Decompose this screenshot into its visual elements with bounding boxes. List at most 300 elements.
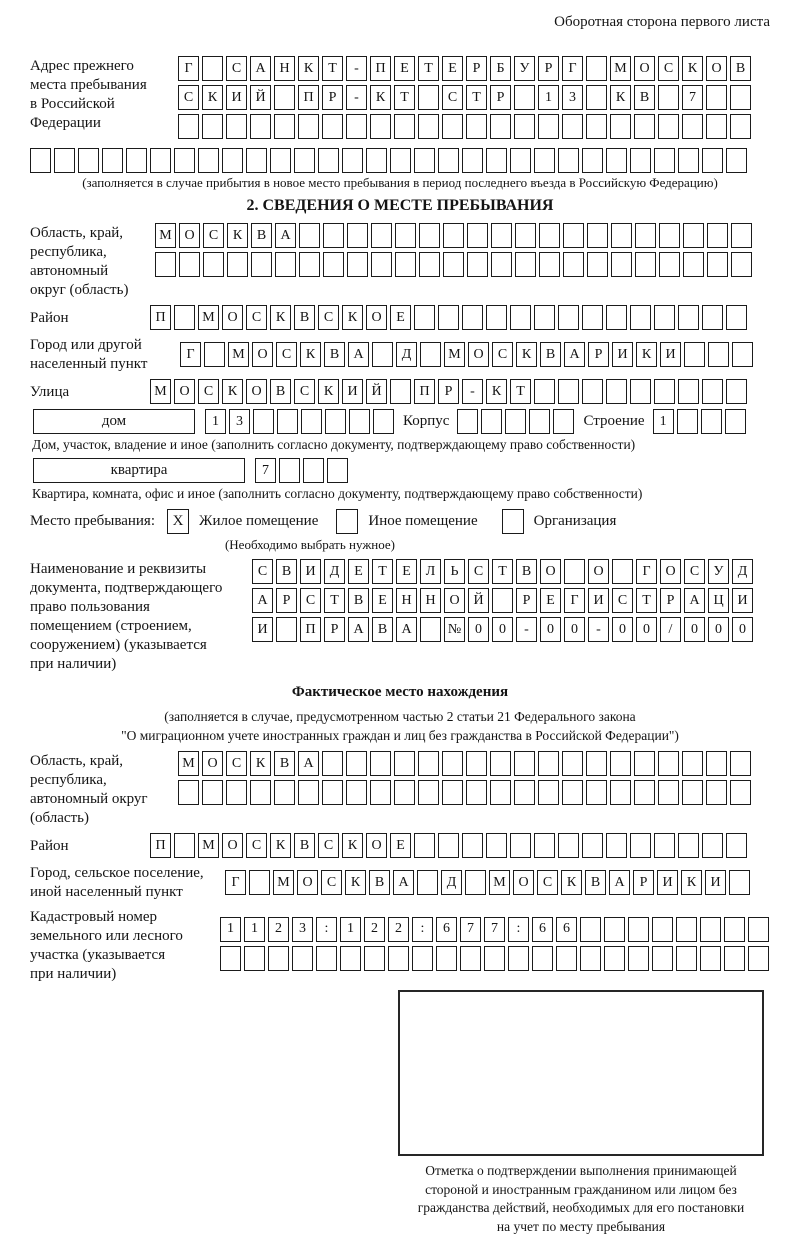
char-cell[interactable] xyxy=(534,833,555,858)
char-cell[interactable] xyxy=(683,223,704,248)
char-cell[interactable]: : xyxy=(508,917,529,942)
char-cell[interactable] xyxy=(610,114,631,139)
char-cell[interactable]: Е xyxy=(372,588,393,613)
char-cell[interactable] xyxy=(438,148,459,173)
char-cell[interactable] xyxy=(226,780,247,805)
char-cell[interactable] xyxy=(611,252,632,277)
char-cell[interactable] xyxy=(514,85,535,110)
char-cell[interactable] xyxy=(292,946,313,971)
char-cell[interactable] xyxy=(274,780,295,805)
char-cell[interactable] xyxy=(582,379,603,404)
char-cell[interactable]: 0 xyxy=(492,617,513,642)
char-cell[interactable] xyxy=(340,946,361,971)
char-cell[interactable] xyxy=(683,252,704,277)
char-cell[interactable] xyxy=(610,751,631,776)
char-cell[interactable] xyxy=(676,946,697,971)
char-cell[interactable] xyxy=(586,56,607,81)
char-cell[interactable]: 1 xyxy=(220,917,241,942)
char-cell[interactable] xyxy=(490,780,511,805)
char-cell[interactable]: 3 xyxy=(562,85,583,110)
char-cell[interactable] xyxy=(347,223,368,248)
char-cell[interactable] xyxy=(654,379,675,404)
char-cell[interactable] xyxy=(394,751,415,776)
char-cell[interactable] xyxy=(414,833,435,858)
char-cell[interactable]: С xyxy=(321,870,342,895)
char-cell[interactable] xyxy=(701,409,722,434)
char-cell[interactable]: Р xyxy=(324,617,345,642)
char-cell[interactable] xyxy=(538,114,559,139)
char-cell[interactable] xyxy=(586,780,607,805)
char-cell[interactable] xyxy=(54,148,75,173)
char-cell[interactable]: 1 xyxy=(653,409,674,434)
char-cell[interactable]: К xyxy=(298,56,319,81)
char-cell[interactable] xyxy=(586,114,607,139)
char-cell[interactable] xyxy=(505,409,526,434)
char-cell[interactable] xyxy=(724,946,745,971)
char-cell[interactable]: В xyxy=(585,870,606,895)
other-premises-checkbox[interactable] xyxy=(336,509,358,534)
char-cell[interactable] xyxy=(606,379,627,404)
char-cell[interactable] xyxy=(491,223,512,248)
char-cell[interactable] xyxy=(508,946,529,971)
char-cell[interactable] xyxy=(486,148,507,173)
char-cell[interactable] xyxy=(438,833,459,858)
char-cell[interactable]: - xyxy=(588,617,609,642)
char-cell[interactable]: 0 xyxy=(564,617,585,642)
char-cell[interactable] xyxy=(346,780,367,805)
char-cell[interactable]: Г xyxy=(178,56,199,81)
char-cell[interactable] xyxy=(395,223,416,248)
char-cell[interactable]: В xyxy=(634,85,655,110)
char-cell[interactable] xyxy=(466,114,487,139)
char-cell[interactable]: 0 xyxy=(636,617,657,642)
char-cell[interactable]: О xyxy=(513,870,534,895)
char-cell[interactable]: О xyxy=(468,342,489,367)
char-cell[interactable] xyxy=(630,833,651,858)
char-cell[interactable] xyxy=(322,751,343,776)
char-cell[interactable] xyxy=(684,342,705,367)
char-cell[interactable] xyxy=(299,223,320,248)
char-cell[interactable] xyxy=(220,946,241,971)
char-cell[interactable]: - xyxy=(346,56,367,81)
char-cell[interactable]: Т xyxy=(372,559,393,584)
char-cell[interactable]: С xyxy=(492,342,513,367)
char-cell[interactable]: Е xyxy=(390,833,411,858)
char-cell[interactable]: Р xyxy=(322,85,343,110)
char-cell[interactable] xyxy=(371,223,392,248)
char-cell[interactable]: Р xyxy=(466,56,487,81)
char-cell[interactable] xyxy=(604,917,625,942)
char-cell[interactable] xyxy=(438,305,459,330)
char-cell[interactable] xyxy=(301,409,322,434)
char-cell[interactable]: 2 xyxy=(364,917,385,942)
char-cell[interactable] xyxy=(580,917,601,942)
char-cell[interactable] xyxy=(390,379,411,404)
char-cell[interactable]: О xyxy=(660,559,681,584)
char-cell[interactable]: 3 xyxy=(229,409,250,434)
char-cell[interactable]: И xyxy=(300,559,321,584)
char-cell[interactable]: М xyxy=(178,751,199,776)
char-cell[interactable] xyxy=(562,751,583,776)
char-cell[interactable]: О xyxy=(252,342,273,367)
char-cell[interactable]: / xyxy=(660,617,681,642)
char-cell[interactable] xyxy=(178,780,199,805)
char-cell[interactable] xyxy=(460,946,481,971)
char-cell[interactable]: 0 xyxy=(708,617,729,642)
char-cell[interactable]: П xyxy=(370,56,391,81)
char-cell[interactable] xyxy=(275,252,296,277)
char-cell[interactable]: О xyxy=(297,870,318,895)
char-cell[interactable]: О xyxy=(246,379,267,404)
char-cell[interactable] xyxy=(325,409,346,434)
organization-checkbox[interactable] xyxy=(502,509,524,534)
char-cell[interactable] xyxy=(726,148,747,173)
char-cell[interactable] xyxy=(174,833,195,858)
char-cell[interactable] xyxy=(659,252,680,277)
char-cell[interactable]: О xyxy=(706,56,727,81)
char-cell[interactable] xyxy=(682,751,703,776)
char-cell[interactable]: К xyxy=(345,870,366,895)
char-cell[interactable] xyxy=(323,223,344,248)
char-cell[interactable] xyxy=(731,252,752,277)
char-cell[interactable] xyxy=(418,114,439,139)
char-cell[interactable]: 7 xyxy=(255,458,276,483)
char-cell[interactable]: Т xyxy=(492,559,513,584)
char-cell[interactable] xyxy=(443,223,464,248)
char-cell[interactable] xyxy=(327,458,348,483)
char-cell[interactable]: К xyxy=(202,85,223,110)
char-cell[interactable] xyxy=(420,617,441,642)
char-cell[interactable] xyxy=(702,148,723,173)
char-cell[interactable]: С xyxy=(442,85,463,110)
char-cell[interactable]: 6 xyxy=(556,917,577,942)
char-cell[interactable] xyxy=(486,305,507,330)
char-cell[interactable] xyxy=(514,780,535,805)
char-cell[interactable]: К xyxy=(318,379,339,404)
char-cell[interactable] xyxy=(635,252,656,277)
char-cell[interactable] xyxy=(748,917,769,942)
char-cell[interactable] xyxy=(563,252,584,277)
char-cell[interactable] xyxy=(587,223,608,248)
char-cell[interactable] xyxy=(558,305,579,330)
char-cell[interactable]: С xyxy=(276,342,297,367)
char-cell[interactable]: О xyxy=(366,833,387,858)
char-cell[interactable] xyxy=(442,751,463,776)
char-cell[interactable] xyxy=(700,946,721,971)
char-cell[interactable] xyxy=(534,305,555,330)
char-cell[interactable]: № xyxy=(444,617,465,642)
char-cell[interactable] xyxy=(299,252,320,277)
char-cell[interactable] xyxy=(706,85,727,110)
char-cell[interactable]: Б xyxy=(490,56,511,81)
char-cell[interactable]: Р xyxy=(516,588,537,613)
char-cell[interactable] xyxy=(442,114,463,139)
char-cell[interactable]: Е xyxy=(394,56,415,81)
char-cell[interactable]: С xyxy=(612,588,633,613)
char-cell[interactable] xyxy=(654,148,675,173)
char-cell[interactable] xyxy=(395,252,416,277)
char-cell[interactable] xyxy=(731,223,752,248)
char-cell[interactable] xyxy=(610,780,631,805)
char-cell[interactable]: 7 xyxy=(460,917,481,942)
char-cell[interactable]: К xyxy=(636,342,657,367)
char-cell[interactable] xyxy=(580,946,601,971)
char-cell[interactable]: М xyxy=(228,342,249,367)
char-cell[interactable]: : xyxy=(412,917,433,942)
char-cell[interactable]: Й xyxy=(250,85,271,110)
char-cell[interactable]: В xyxy=(274,751,295,776)
char-cell[interactable]: - xyxy=(346,85,367,110)
char-cell[interactable]: В xyxy=(372,617,393,642)
char-cell[interactable] xyxy=(564,559,585,584)
char-cell[interactable] xyxy=(418,780,439,805)
char-cell[interactable] xyxy=(490,751,511,776)
char-cell[interactable] xyxy=(227,252,248,277)
char-cell[interactable]: Д xyxy=(396,342,417,367)
char-cell[interactable] xyxy=(481,409,502,434)
char-cell[interactable] xyxy=(342,148,363,173)
char-cell[interactable]: И xyxy=(732,588,753,613)
char-cell[interactable]: Т xyxy=(324,588,345,613)
char-cell[interactable]: Г xyxy=(225,870,246,895)
char-cell[interactable]: В xyxy=(294,305,315,330)
char-cell[interactable]: Н xyxy=(274,56,295,81)
char-cell[interactable] xyxy=(682,114,703,139)
char-cell[interactable] xyxy=(582,833,603,858)
char-cell[interactable] xyxy=(582,148,603,173)
char-cell[interactable] xyxy=(514,114,535,139)
char-cell[interactable]: К xyxy=(370,85,391,110)
char-cell[interactable] xyxy=(700,917,721,942)
char-cell[interactable]: В xyxy=(270,379,291,404)
char-cell[interactable] xyxy=(726,305,747,330)
char-cell[interactable]: 0 xyxy=(468,617,489,642)
char-cell[interactable]: 6 xyxy=(436,917,457,942)
char-cell[interactable]: Т xyxy=(636,588,657,613)
char-cell[interactable] xyxy=(419,223,440,248)
char-cell[interactable] xyxy=(436,946,457,971)
char-cell[interactable] xyxy=(250,114,271,139)
char-cell[interactable] xyxy=(388,946,409,971)
char-cell[interactable]: М xyxy=(150,379,171,404)
char-cell[interactable] xyxy=(274,85,295,110)
char-cell[interactable]: 2 xyxy=(268,917,289,942)
char-cell[interactable]: А xyxy=(348,617,369,642)
char-cell[interactable] xyxy=(612,559,633,584)
char-cell[interactable] xyxy=(630,305,651,330)
char-cell[interactable] xyxy=(562,780,583,805)
char-cell[interactable] xyxy=(390,148,411,173)
char-cell[interactable] xyxy=(347,252,368,277)
char-cell[interactable]: Г xyxy=(562,56,583,81)
char-cell[interactable] xyxy=(534,148,555,173)
char-cell[interactable]: С xyxy=(178,85,199,110)
char-cell[interactable]: В xyxy=(540,342,561,367)
char-cell[interactable] xyxy=(729,870,750,895)
char-cell[interactable]: И xyxy=(705,870,726,895)
char-cell[interactable] xyxy=(586,85,607,110)
char-cell[interactable] xyxy=(466,751,487,776)
char-cell[interactable]: И xyxy=(588,588,609,613)
char-cell[interactable] xyxy=(30,148,51,173)
char-cell[interactable] xyxy=(702,305,723,330)
char-cell[interactable]: 2 xyxy=(388,917,409,942)
char-cell[interactable] xyxy=(652,946,673,971)
char-cell[interactable]: К xyxy=(486,379,507,404)
char-cell[interactable] xyxy=(652,917,673,942)
char-cell[interactable]: С xyxy=(203,223,224,248)
char-cell[interactable] xyxy=(654,833,675,858)
char-cell[interactable] xyxy=(538,780,559,805)
char-cell[interactable]: М xyxy=(198,833,219,858)
char-cell[interactable]: К xyxy=(681,870,702,895)
char-cell[interactable] xyxy=(251,252,272,277)
char-cell[interactable]: А xyxy=(250,56,271,81)
char-cell[interactable]: К xyxy=(270,305,291,330)
char-cell[interactable] xyxy=(658,114,679,139)
char-cell[interactable] xyxy=(462,148,483,173)
char-cell[interactable] xyxy=(658,85,679,110)
char-cell[interactable]: С xyxy=(684,559,705,584)
char-cell[interactable]: Р xyxy=(538,56,559,81)
char-cell[interactable] xyxy=(558,379,579,404)
char-cell[interactable]: К xyxy=(516,342,537,367)
char-cell[interactable]: Т xyxy=(322,56,343,81)
char-cell[interactable] xyxy=(226,114,247,139)
char-cell[interactable] xyxy=(174,148,195,173)
char-cell[interactable] xyxy=(553,409,574,434)
char-cell[interactable]: Й xyxy=(468,588,489,613)
char-cell[interactable] xyxy=(414,148,435,173)
char-cell[interactable] xyxy=(366,148,387,173)
char-cell[interactable] xyxy=(635,223,656,248)
char-cell[interactable]: М xyxy=(610,56,631,81)
char-cell[interactable] xyxy=(294,148,315,173)
char-cell[interactable] xyxy=(678,305,699,330)
char-cell[interactable]: О xyxy=(174,379,195,404)
char-cell[interactable] xyxy=(702,379,723,404)
char-cell[interactable]: С xyxy=(252,559,273,584)
char-cell[interactable] xyxy=(249,870,270,895)
char-cell[interactable] xyxy=(587,252,608,277)
char-cell[interactable]: В xyxy=(516,559,537,584)
char-cell[interactable]: С xyxy=(246,833,267,858)
char-cell[interactable] xyxy=(586,751,607,776)
char-cell[interactable] xyxy=(611,223,632,248)
char-cell[interactable]: И xyxy=(612,342,633,367)
char-cell[interactable]: Н xyxy=(420,588,441,613)
char-cell[interactable] xyxy=(370,114,391,139)
char-cell[interactable]: У xyxy=(514,56,535,81)
char-cell[interactable]: Ь xyxy=(444,559,465,584)
char-cell[interactable] xyxy=(394,114,415,139)
char-cell[interactable]: 0 xyxy=(540,617,561,642)
char-cell[interactable] xyxy=(529,409,550,434)
char-cell[interactable]: Л xyxy=(420,559,441,584)
char-cell[interactable]: 0 xyxy=(684,617,705,642)
char-cell[interactable]: И xyxy=(252,617,273,642)
char-cell[interactable] xyxy=(372,342,393,367)
char-cell[interactable]: А xyxy=(684,588,705,613)
char-cell[interactable]: 7 xyxy=(682,85,703,110)
char-cell[interactable] xyxy=(730,85,751,110)
char-cell[interactable] xyxy=(371,252,392,277)
char-cell[interactable] xyxy=(277,409,298,434)
char-cell[interactable]: О xyxy=(366,305,387,330)
char-cell[interactable]: Р xyxy=(490,85,511,110)
char-cell[interactable] xyxy=(708,342,729,367)
char-cell[interactable] xyxy=(244,946,265,971)
char-cell[interactable] xyxy=(558,833,579,858)
char-cell[interactable] xyxy=(318,148,339,173)
char-cell[interactable] xyxy=(678,148,699,173)
char-cell[interactable] xyxy=(562,114,583,139)
char-cell[interactable] xyxy=(323,252,344,277)
char-cell[interactable]: А xyxy=(396,617,417,642)
char-cell[interactable] xyxy=(630,148,651,173)
char-cell[interactable] xyxy=(732,342,753,367)
char-cell[interactable] xyxy=(725,409,746,434)
char-cell[interactable] xyxy=(628,917,649,942)
char-cell[interactable] xyxy=(126,148,147,173)
char-cell[interactable]: К xyxy=(610,85,631,110)
char-cell[interactable] xyxy=(198,148,219,173)
char-cell[interactable]: 0 xyxy=(612,617,633,642)
char-cell[interactable]: 1 xyxy=(244,917,265,942)
char-cell[interactable]: Й xyxy=(366,379,387,404)
char-cell[interactable]: А xyxy=(275,223,296,248)
char-cell[interactable] xyxy=(654,305,675,330)
char-cell[interactable]: С xyxy=(198,379,219,404)
char-cell[interactable]: 1 xyxy=(538,85,559,110)
char-cell[interactable] xyxy=(349,409,370,434)
char-cell[interactable] xyxy=(373,409,394,434)
char-cell[interactable]: С xyxy=(468,559,489,584)
char-cell[interactable] xyxy=(726,379,747,404)
char-cell[interactable]: : xyxy=(316,917,337,942)
char-cell[interactable] xyxy=(417,870,438,895)
char-cell[interactable]: В xyxy=(324,342,345,367)
char-cell[interactable] xyxy=(634,780,655,805)
char-cell[interactable] xyxy=(659,223,680,248)
char-cell[interactable]: Г xyxy=(636,559,657,584)
char-cell[interactable] xyxy=(202,780,223,805)
char-cell[interactable] xyxy=(414,305,435,330)
char-cell[interactable] xyxy=(658,751,679,776)
char-cell[interactable]: М xyxy=(155,223,176,248)
char-cell[interactable]: А xyxy=(609,870,630,895)
char-cell[interactable] xyxy=(706,114,727,139)
char-cell[interactable] xyxy=(202,114,223,139)
char-cell[interactable] xyxy=(322,780,343,805)
char-cell[interactable]: В xyxy=(294,833,315,858)
char-cell[interactable]: Р xyxy=(588,342,609,367)
char-cell[interactable] xyxy=(730,751,751,776)
char-cell[interactable] xyxy=(630,379,651,404)
char-cell[interactable]: В xyxy=(369,870,390,895)
char-cell[interactable]: О xyxy=(588,559,609,584)
char-cell[interactable]: Р xyxy=(660,588,681,613)
char-cell[interactable] xyxy=(510,305,531,330)
char-cell[interactable] xyxy=(582,305,603,330)
char-cell[interactable] xyxy=(316,946,337,971)
char-cell[interactable]: 6 xyxy=(532,917,553,942)
char-cell[interactable] xyxy=(484,946,505,971)
char-cell[interactable] xyxy=(556,946,577,971)
char-cell[interactable] xyxy=(150,148,171,173)
char-cell[interactable] xyxy=(270,148,291,173)
char-cell[interactable] xyxy=(604,946,625,971)
